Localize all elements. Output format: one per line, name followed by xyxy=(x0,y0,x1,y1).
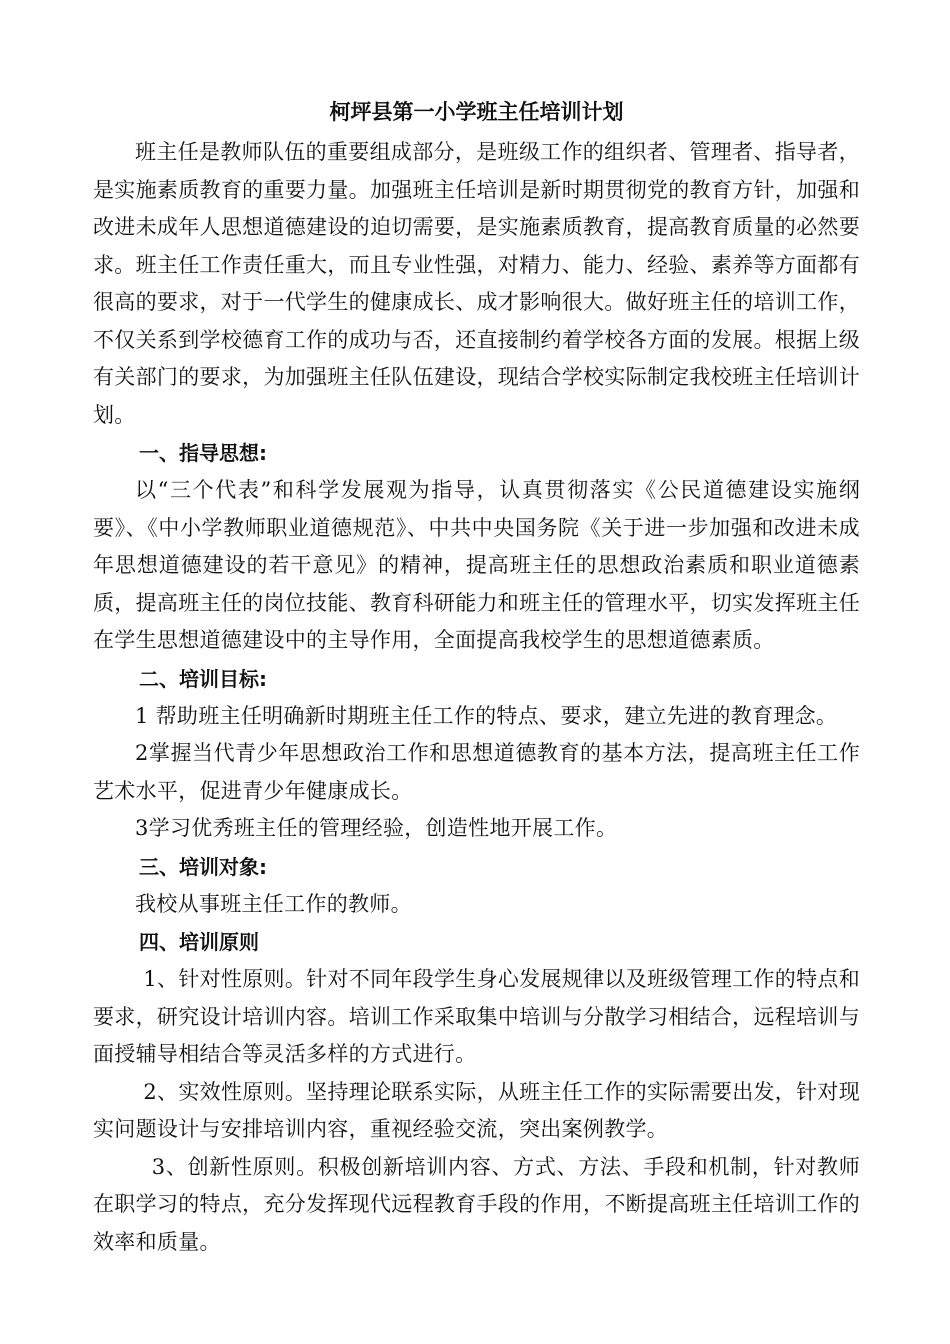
training-principle-item: 1、针对性原则。针对不同年段学生身心发展规律以及班级管理工作的特点和要求，研究设计培训内容。培训工作采取集中培训与分散学习相结合，远程培训与面授辅导相结合等灵活多样的方式进行。 xyxy=(93,967,860,1066)
training-principle-item: 2、实效性原则。坚持理论联系实际，从班主任工作的实际需要出发，针对现实问题设计与安排培训内容，重视经验交流，突出案例教学。 xyxy=(93,1079,860,1141)
guiding-ideology-paragraph: 以“三个代表”和科学发展观为指导，认真贯彻落实《公民道德建设实施纲要》、《中小学教师职业道德规范》、中共中央国务院《关于进一步加强和改进未成年思想道德建设的若干意见》的精神，提高班主任的思想政治素质和职业道德素质，提高班主任的岗位技能、教育科研能力和班主任的管理水平，切实发挥班主任在学生思想道德建设中的主导作用，全面提高我校学生的思想道德素质。 xyxy=(93,478,860,652)
training-goal-item: 1 帮助班主任明确新时期班主任工作的特点、要求，建立先进的教育理念。 xyxy=(135,703,838,728)
training-goal-item: 2掌握当代青少年思想政治工作和思想道德教育的基本方法，提高班主任工作艺术水平，促进青少年健康成长。 xyxy=(93,741,860,803)
section-heading-training-principles: 四、培训原则 xyxy=(139,930,259,954)
section-heading-guiding-ideology: 一、指导思想: xyxy=(139,441,267,465)
training-principle-item: 3、创新性原则。积极创新培训内容、方式、方法、手段和机制，针对教师在职学习的特点，充分发挥现代远程教育手段的作用，不断提高班主任培训工作的效率和质量。 xyxy=(93,1154,860,1254)
training-goal-item: 3学习优秀班主任的管理经验，创造性地开展工作。 xyxy=(135,816,618,840)
training-targets-paragraph: 我校从事班主任工作的教师。 xyxy=(135,891,412,916)
section-heading-training-goals: 二、培训目标: xyxy=(139,666,267,691)
document-title: 柯坪县第一小学班主任培训计划 xyxy=(329,100,624,124)
section-heading-training-targets: 三、培训对象: xyxy=(139,854,267,879)
intro-paragraph: 班主任是教师队伍的重要组成部分，是班级工作的组织者、管理者、指导者，是实施素质教育的重要力量。加强班主任培训是新时期贯彻党的教育方针，加强和改进未成年人思想道德建设的迫切需要，是实施素质教育，提高教育质量的必然要求。班主任工作责任重大，而且专业性强，对精力、能力、经验、素养等方面都有很高的要求，对于一代学生的健康成长、成才影响很大。做好班主任的培训工作，不仅关系到学校德育工作的成功与否，还直接制约着学校各方面的发展。根据上级有关部门的要求，为加强班主任队伍建设，现结合学校实际制定我校班主任培训计划。 xyxy=(93,140,860,427)
